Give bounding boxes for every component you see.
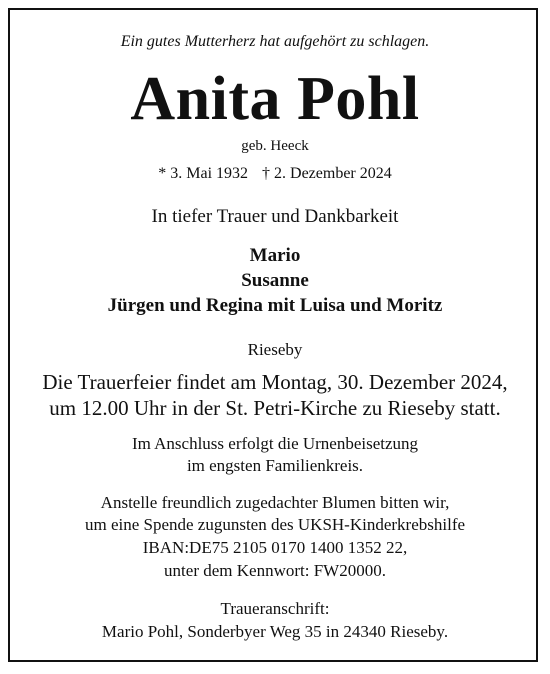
donation-iban: IBAN:DE75 2105 0170 1400 1352 22, bbox=[142, 538, 408, 557]
service-text-line: um 12.00 Uhr in der St. Petri-Kirche zu Rieseby statt. bbox=[49, 396, 501, 420]
notice-motto: Ein gutes Mutterherz hat aufgehört zu schlagen. bbox=[120, 33, 430, 50]
mourning-address: Mario Pohl, Sonderbyer Weg 35 in 24340 Rieseby. bbox=[101, 622, 449, 641]
address-label: Traueranschrift: bbox=[220, 599, 330, 618]
mourner-name: Jürgen und Regina mit Luisa und Moritz bbox=[107, 295, 443, 316]
donation-text-line: um eine Spende zugunsten des UKSH-Kinderkrebshilfe bbox=[84, 515, 466, 534]
life-dates bbox=[0, 166, 550, 182]
death-date: † 2. Dezember 2024 bbox=[262, 165, 392, 182]
mourner-name: Susanne bbox=[241, 270, 309, 291]
birth-name: geb. Heeck bbox=[241, 138, 309, 154]
birth-date: * 3. Mai 1932 bbox=[158, 165, 249, 182]
burial-text-line: Im Anschluss erfolgt die Urnenbeisetzung bbox=[131, 434, 419, 453]
service-text-line: Die Trauerfeier findet am Montag, 30. Dezember 2024, bbox=[42, 370, 508, 394]
donation-text-line: Anstelle freundlich zugedachter Blumen bitten wir, bbox=[100, 493, 450, 512]
burial-text-line: im engsten Familienkreis. bbox=[186, 456, 364, 475]
deceased-name: Anita Pohl bbox=[130, 65, 420, 133]
mourner-name: Mario bbox=[249, 245, 301, 266]
mourners-place: Rieseby bbox=[247, 340, 303, 359]
grief-line: In tiefer Trauer und Dankbarkeit bbox=[151, 206, 399, 227]
donation-text-line: unter dem Kennwort: FW20000. bbox=[164, 561, 386, 580]
